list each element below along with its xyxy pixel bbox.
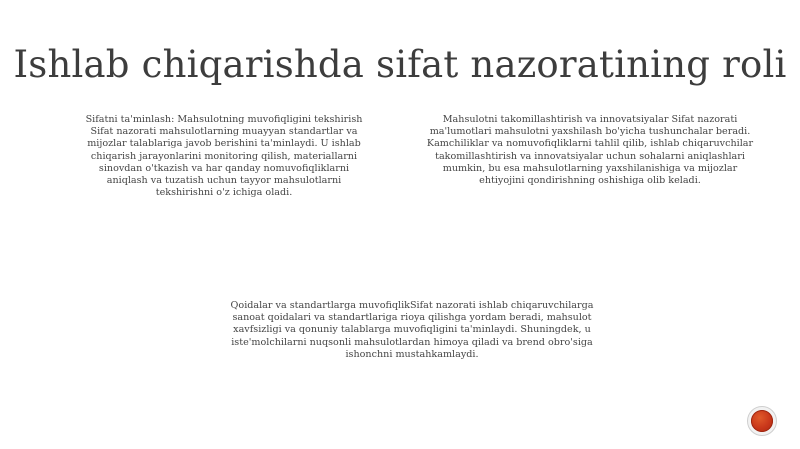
text-block-quality-assurance: Sifatni ta'minlash: Mahsulotning muvofiqligini tekshirish Sifat nazorati mahsulotlarning muayyan standartlar va mijozlar talablariga javob berishini ta'minlaydi. U ishlab chiqarish jarayonlarini monitoring qilish, materiallarni sinovdan o'tkazish va har qanday nomuvofiqliklarni aniqlash va tuzatish uchun tayyor mahsulotlarni tekshirishni o'z ichiga oladi. bbox=[85, 114, 363, 199]
text-block-compliance: Qoidalar va standartlarga muvofiqlikSifat nazorati ishlab chiqaruvchilarga sanoat qoidalari va standartlariga rioya qilishga yordam beradi, mahsulot xavfsizligi va qonuniy talablarga muvofiqligini ta'minlaydi. Shuningdek, u iste'molchilarni nuqsonli mahsulotlardan himoya qiladi va brend obro'siga ishonchni mustahkamlaydi. bbox=[230, 300, 594, 360]
text-block-product-improvement: Mahsulotni takomillashtirish va innovatsiyalar Sifat nazorati ma'lumotlari mahsulotni yaxshilash bo'yicha tushunchalar beradi. Kamchiliklar va nomuvofiqliklarni tahlil qilib, ishlab chiqaruvchilar takomillashtirish va innovatsiyalar uchun sohalarni aniqlashlari mumkin, bu esa mahsulotlarning yaxshilanishiga va mijozlar ehtiyojini qondirishning oshishiga olib keladi. bbox=[426, 114, 754, 187]
next-slide-button[interactable] bbox=[747, 406, 777, 436]
slide-title: Ishlab chiqarishda sifat nazoratining roli bbox=[13, 42, 787, 86]
next-slide-icon bbox=[751, 410, 773, 432]
